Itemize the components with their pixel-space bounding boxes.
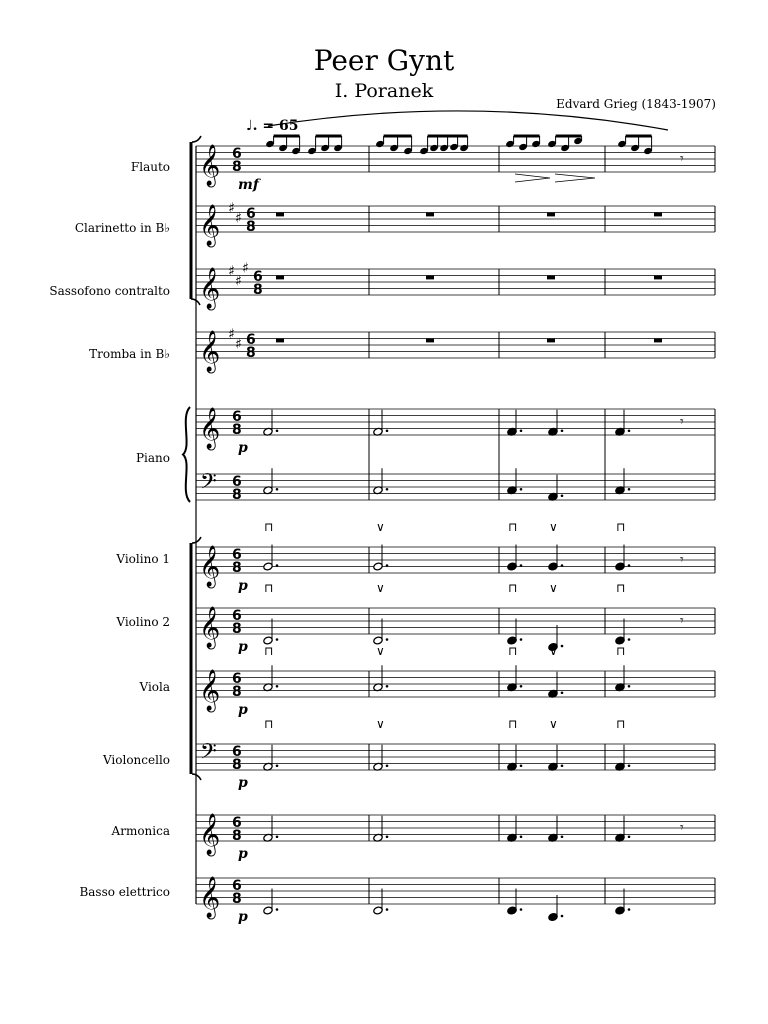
- dot: [386, 564, 389, 567]
- dot: [276, 429, 279, 432]
- phrase-slur: [268, 111, 668, 130]
- whole-rest: [654, 339, 662, 343]
- time-sig-den: 8: [232, 487, 242, 503]
- eighth-rest: 𝄾: [680, 151, 684, 167]
- whole-rest: [547, 339, 555, 343]
- dynamic-p: p: [238, 440, 248, 456]
- piano-brace: [183, 407, 190, 502]
- time-sig-num: 6: [232, 744, 242, 760]
- dot: [520, 835, 523, 838]
- time-sig-num: 6: [246, 206, 256, 222]
- down-bow-mark: ⊓: [264, 717, 274, 731]
- eighth-rest: 𝄾: [680, 613, 684, 629]
- dot: [276, 638, 279, 641]
- eighth-rest: 𝄾: [680, 552, 684, 568]
- dot: [520, 564, 523, 567]
- up-bow-mark: ∨: [376, 581, 385, 595]
- up-bow-mark: ∨: [376, 717, 385, 731]
- instrument-name-sassofono: Sassofono contralto: [49, 284, 170, 298]
- down-bow-mark: ⊓: [264, 581, 274, 595]
- time-sig-num: 6: [246, 332, 256, 348]
- dot: [276, 835, 279, 838]
- dot: [276, 685, 279, 688]
- dot: [276, 908, 279, 911]
- treble-clef: 𝄞: [199, 607, 221, 648]
- whole-rest: [276, 276, 284, 280]
- down-bow-mark: ⊓: [616, 581, 626, 595]
- dot: [520, 685, 523, 688]
- time-sig-num: 6: [232, 815, 242, 831]
- bass-clef: 𝄢: [200, 739, 217, 770]
- treble-clef: 𝄞: [199, 670, 221, 711]
- dot: [386, 429, 389, 432]
- time-sig-num: 6: [253, 269, 263, 285]
- dot: [276, 488, 279, 491]
- dot: [561, 429, 564, 432]
- instrument-name-violino-2: Violino 2: [116, 615, 170, 629]
- dynamic-p: p: [238, 702, 248, 718]
- treble-clef: 𝄞: [199, 331, 221, 372]
- up-bow-mark: ∨: [376, 520, 385, 534]
- dot: [561, 915, 564, 918]
- time-sig-den: 8: [246, 219, 256, 235]
- dot: [276, 564, 279, 567]
- dynamic-p: p: [238, 639, 248, 655]
- instrument-name-clarinetto: Clarinetto in B♭: [74, 221, 170, 235]
- dynamic-p: p: [238, 909, 248, 925]
- sharp-sign: ♯: [235, 273, 242, 290]
- instrument-name-armonica: Armonica: [111, 824, 170, 838]
- score-title: Peer Gynt: [313, 44, 455, 77]
- dot: [561, 691, 564, 694]
- up-bow-mark: ∨: [549, 581, 558, 595]
- instrument-name-basso: Basso elettrico: [79, 885, 170, 899]
- whole-rest: [276, 213, 284, 217]
- dot: [628, 835, 631, 838]
- sharp-sign: ♯: [228, 263, 235, 280]
- time-sig-den: 8: [253, 282, 263, 298]
- dot: [520, 764, 523, 767]
- instrument-name-flauto: Flauto: [130, 160, 170, 174]
- whole-rest: [547, 213, 555, 217]
- down-bow-mark: ⊓: [508, 520, 518, 534]
- time-sig-den: 8: [232, 891, 242, 907]
- movement-title: I. Poranek: [334, 80, 434, 102]
- eighth-rest: 𝄾: [680, 820, 684, 836]
- down-bow-mark: ⊓: [616, 644, 626, 658]
- sharp-sign: ♯: [235, 210, 242, 227]
- dot: [561, 835, 564, 838]
- treble-clef: 𝄞: [199, 877, 221, 918]
- dot: [628, 488, 631, 491]
- dynamic-p: p: [238, 775, 248, 791]
- up-bow-mark: ∨: [376, 644, 385, 658]
- dot: [628, 564, 631, 567]
- crescendo-hairpin: [515, 174, 550, 182]
- dynamic-mf: mf: [238, 177, 259, 193]
- time-sig-den: 8: [232, 621, 242, 637]
- dot: [520, 429, 523, 432]
- treble-clef: 𝄞: [199, 546, 221, 587]
- dot: [561, 645, 564, 648]
- dot: [520, 488, 523, 491]
- time-sig-num: 6: [232, 671, 242, 687]
- time-sig-den: 8: [232, 422, 242, 438]
- whole-rest: [426, 276, 434, 280]
- whole-rest: [654, 276, 662, 280]
- dot: [520, 908, 523, 911]
- dynamic-p: p: [238, 846, 248, 862]
- sharp-sign: ♯: [242, 260, 249, 277]
- time-sig-den: 8: [232, 684, 242, 700]
- time-sig-num: 6: [232, 878, 242, 894]
- treble-clef: 𝄞: [199, 145, 221, 186]
- down-bow-mark: ⊓: [264, 644, 274, 658]
- whole-rest: [547, 276, 555, 280]
- sharp-sign: ♯: [228, 326, 235, 343]
- bracket-hook: [192, 136, 201, 142]
- instrument-name-piano: Piano: [135, 451, 170, 465]
- dot: [628, 685, 631, 688]
- time-sig-num: 6: [232, 146, 242, 162]
- time-sig-num: 6: [232, 608, 242, 624]
- down-bow-mark: ⊓: [508, 581, 518, 595]
- whole-rest: [276, 339, 284, 343]
- dot: [628, 908, 631, 911]
- whole-rest: [654, 213, 662, 217]
- dot: [561, 764, 564, 767]
- up-bow-mark: ∨: [549, 520, 558, 534]
- time-sig-den: 8: [232, 757, 242, 773]
- dynamic-p: p: [238, 578, 248, 594]
- down-bow-mark: ⊓: [264, 520, 274, 534]
- eighth-rest: 𝄾: [680, 414, 684, 430]
- dot: [386, 488, 389, 491]
- instrument-name-violino-1: Violino 1: [116, 552, 170, 566]
- time-sig-num: 6: [232, 474, 242, 490]
- instrument-name-violoncello: Violoncello: [102, 753, 170, 767]
- whole-rest: [426, 213, 434, 217]
- instrument-name-viola: Viola: [139, 680, 170, 694]
- dot: [386, 908, 389, 911]
- treble-clef: 𝄞: [199, 408, 221, 449]
- treble-clef: 𝄞: [199, 268, 221, 309]
- bass-clef: 𝄢: [200, 469, 217, 500]
- time-sig-den: 8: [232, 159, 242, 175]
- up-bow-mark: ∨: [549, 644, 558, 658]
- dot: [628, 764, 631, 767]
- composer-credit: Edvard Grieg (1843-1907): [556, 97, 716, 111]
- down-bow-mark: ⊓: [616, 717, 626, 731]
- sharp-sign: ♯: [228, 200, 235, 217]
- up-bow-mark: ∨: [549, 717, 558, 731]
- down-bow-mark: ⊓: [508, 717, 518, 731]
- dot: [628, 638, 631, 641]
- time-sig-den: 8: [246, 345, 256, 361]
- dot: [520, 638, 523, 641]
- time-sig-den: 8: [232, 828, 242, 844]
- decrescendo-hairpin: [555, 174, 595, 182]
- dot: [386, 764, 389, 767]
- time-sig-den: 8: [232, 560, 242, 576]
- dot: [561, 494, 564, 497]
- whole-rest: [426, 339, 434, 343]
- dot: [386, 835, 389, 838]
- dot: [276, 764, 279, 767]
- dot: [386, 685, 389, 688]
- down-bow-mark: ⊓: [508, 644, 518, 658]
- sharp-sign: ♯: [235, 336, 242, 353]
- time-sig-num: 6: [232, 547, 242, 563]
- instrument-name-tromba: Tromba in B♭: [89, 347, 170, 361]
- treble-clef: 𝄞: [199, 814, 221, 855]
- tempo-marking: ♩. = 65: [246, 118, 299, 134]
- down-bow-mark: ⊓: [616, 520, 626, 534]
- time-sig-num: 6: [232, 409, 242, 425]
- dot: [561, 564, 564, 567]
- treble-clef: 𝄞: [199, 205, 221, 246]
- dot: [628, 429, 631, 432]
- dot: [386, 638, 389, 641]
